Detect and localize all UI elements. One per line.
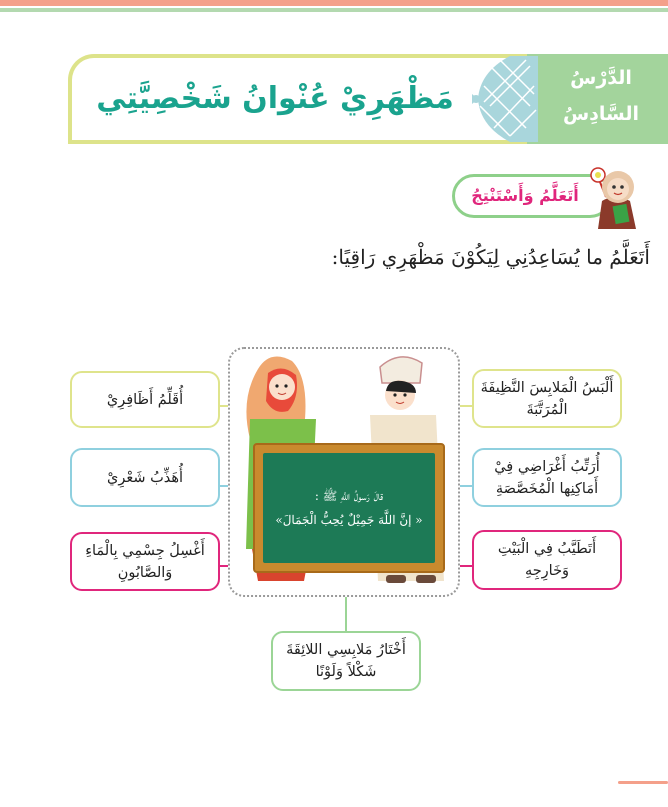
activity-box-organize-belongings (472, 448, 622, 507)
activity-box-clean-clothes (472, 369, 622, 428)
connector-bottom (345, 597, 347, 631)
connector-right-3 (458, 565, 472, 567)
activity-text: أَتَطَيَّبُ فِي الْبَيْتِ وَخَارِجِهِ (497, 541, 597, 579)
top-decorative-bar (0, 0, 668, 6)
girl-with-lightbulb-icon (588, 163, 642, 229)
activity-text: أُهَذِّبُ شَعْرِيْ (106, 469, 184, 486)
lesson-label-line2: السَّادِسُ (562, 103, 640, 125)
activity-box-groom-hair (70, 448, 220, 507)
top-decorative-stripe (0, 8, 668, 12)
chalkboard (253, 443, 445, 573)
activity-box-trim-nails (70, 371, 220, 428)
intro-instruction: أَتَعَلَّمُ ما يُسَاعِدُنِي لِيَكُوْنَ مَظْهَرِي رَاقِيًا: (331, 245, 650, 269)
lesson-number-label (536, 60, 666, 132)
board-quote-text: « إنَّ اللَّهَ جَمِيْلٌ يُحِبُّ الْجَمَالَ» (275, 513, 423, 527)
section-heading: أَتَعَلَّمُ وَأَسْتَنْتِجُ (471, 186, 579, 205)
activity-text: أَخْتَارُ مَلابِسِي اللائِقَةَ شَكْلاً وَلَوْنًا (286, 642, 406, 680)
islamic-pattern-icon (470, 56, 538, 142)
activity-text: أَغْسِلُ جِسْمِي بِالْمَاءِ وَالصَّابُونِ (85, 542, 205, 581)
activity-box-perfume (472, 530, 622, 590)
connector-right-1 (458, 405, 472, 407)
page-title: مَظْهَرِيْ عُنْوانُ شَخْصِيَّتِي (96, 81, 454, 116)
lesson-label-line1: الدَّرْسُ (570, 67, 632, 89)
activity-text: أُرَتِّبُ أَغْرَاضِي فِيْ أَمَاكِنِها الْمُخَصَّصَةِ (494, 458, 600, 497)
activity-box-choose-clothes (271, 631, 421, 691)
activity-text: أُقَلِّمُ أَظَافِرِيْ (106, 391, 184, 408)
activity-box-wash-body (70, 532, 220, 591)
connector-right-2 (458, 485, 472, 487)
activity-text: أَلْبَسُ الْمَلابِسَ النَّظِيفَةَ الْمُرَتَّبَةَ (480, 379, 614, 418)
board-quote-intro: قالَ رَسولُ اللَّهِ ﷺ : (314, 489, 384, 503)
page-corner-accent (618, 781, 668, 784)
